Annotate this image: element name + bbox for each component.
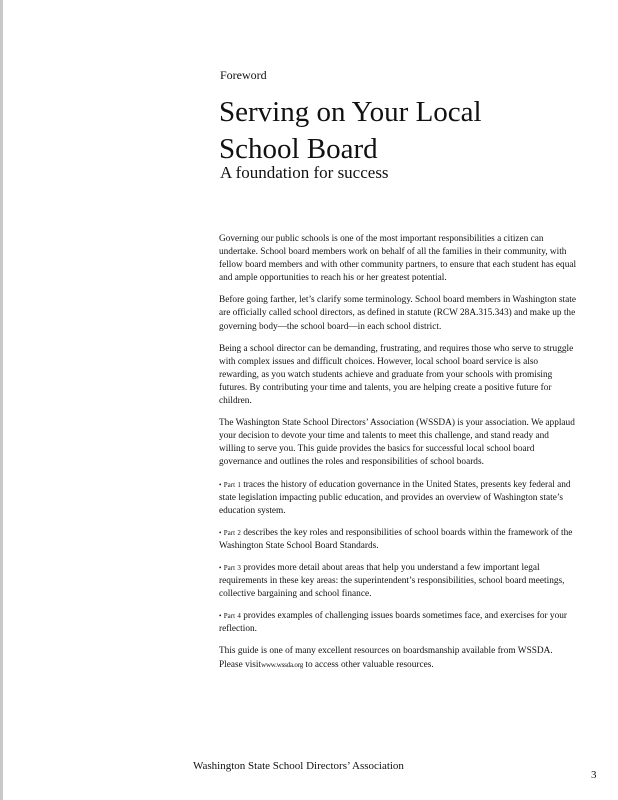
website-link[interactable]: www.wssda.org [261,660,304,669]
closing-text: This guide is one of many excellent resources on boardsmanship available from WSSDA. Please visit [219,646,553,670]
section-kicker: Foreword [220,68,267,82]
title-line-2: School Board [219,133,378,165]
part-1-item [219,479,577,518]
page-subtitle: A foundation for success [220,163,389,182]
body-text [219,233,577,681]
paragraph-demanding: Being a school director can be demanding, frustrating, and requires those who serve to struggle with complex issues and difficult choices. However, local school board service is also rewarding, as you watch students achieve and graduate from your schools with promising futures. By contributing your time and talents, you are helping create a positive future for children. [219,343,574,407]
part-number: 2 [237,528,241,537]
part-number: 1 [237,480,241,489]
paragraph-association: The Washington State School Directors’ Association (WSSDA) is your association. We applaud your decision to devote your time and talents to meet this challenge, and stand ready and willing to serve you. This guide provides the basics for successful local school board governance and outlines the roles and responsibilities of school boards. [219,418,575,468]
page-edge-rule [0,0,3,800]
closing-text-end: to access other valuable resources. [305,659,434,670]
part-4-item [219,610,577,636]
part-3-item [219,562,577,601]
part-description: traces the history of education governance in the United States, presents key federal and state legislation impacting public education, and provides an overview of Washington state’s education system. [219,479,571,516]
part-description: provides examples of challenging issues boards sometimes face, and exercises for your reflection. [219,611,567,635]
part-number: 4 [237,612,241,621]
part-label: Part [223,612,236,621]
part-description: describes the key roles and responsibilities of school boards within the framework of the Washington State School Board Standards. [219,527,573,551]
part-number: 3 [237,563,241,572]
paragraph-governing: Governing our public schools is one of the most important responsibilities a citizen can undertake. School board members work on behalf of all the families in their community, with fellow board members and with other community partners, to ensure that each student has equal and ample opportunities to reach his or her greatest potential. [219,234,577,284]
bullet-icon: • [219,563,222,572]
part-label: Part [223,480,236,489]
part-2-item [219,527,577,553]
paragraph-terminology: Before going farther, let’s clarify some terminology. School board members in Washington state are officially called school directors, as defined in statute (RCW 28A.315.343) and make up the governing body—the school board—in each school district. [219,295,576,332]
bullet-icon: • [219,480,222,489]
bullet-icon: • [219,528,222,537]
paragraph-closing [219,645,577,671]
title-line-1: Serving on Your Local [219,96,482,128]
part-description: provides more detail about areas that help you understand a few important legal requirements in these key areas: the superintendent’s responsibilities, school board meetings, collective bargaining and school finance. [219,562,565,600]
page-title [219,94,482,168]
footer-organization: Washington State School Directors’ Association [193,760,404,772]
part-label: Part [223,528,236,537]
page-number: 3 [591,769,597,781]
part-label: Part [223,563,236,572]
bullet-icon: • [219,612,222,621]
